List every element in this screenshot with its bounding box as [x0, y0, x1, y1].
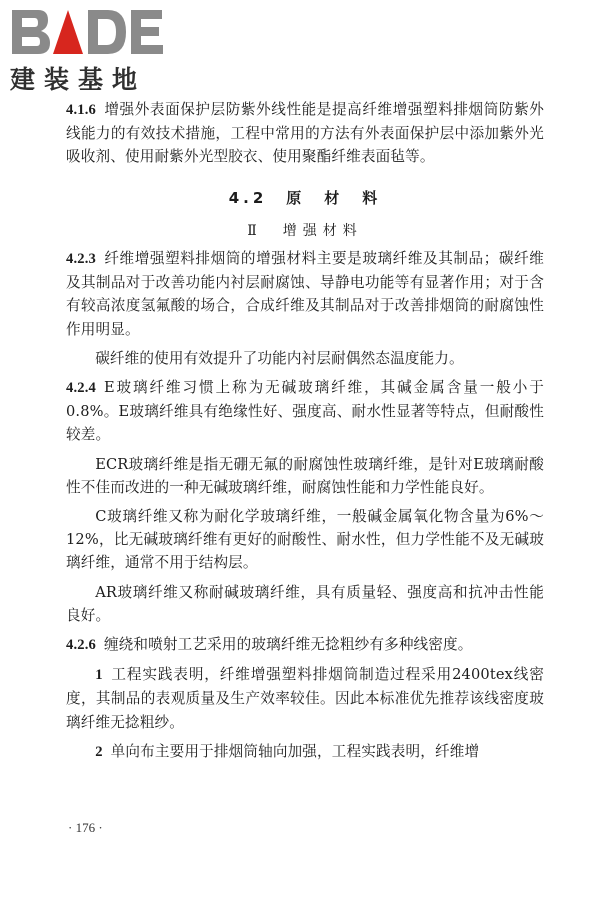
item-text: 工程实践表明，纤维增强塑料排烟筒制造过程采用2400tex线密度，其制品的表观质量及生产效率较佳。因此本标准优先推荐该线密度玻璃纤维无捻粗纱。 — [66, 666, 544, 731]
page-number: · 176 · — [68, 820, 103, 835]
bade-logo-mark — [10, 6, 180, 60]
bade-logo — [10, 6, 180, 94]
clause-4-2-4 — [66, 376, 544, 447]
list-item — [66, 663, 544, 734]
clause-number: 4.2.3 — [66, 251, 96, 268]
clause-text: 纤维增强塑料排烟筒的增强材料主要是玻璃纤维及其制品；碳纤维及其制品对于改善功能内衬层耐腐蚀、导静电功能等有显著作用；对于含有较高浓度氢氟酸的场合，合成纤维及其制品对于改善排烟筒的耐腐蚀性作用明显。 — [66, 250, 544, 338]
section-title: 4.2 原 材 料 — [228, 188, 382, 207]
subsection-title: Ⅱ 增强材料 — [247, 222, 363, 239]
clause-text: 缠绕和喷射工艺采用的玻璃纤维无捻粗纱有多种线密度。 — [103, 636, 473, 654]
item-text: 单向布主要用于排烟筒轴向加强，工程实践表明，纤维增 — [110, 742, 480, 760]
list-item — [66, 740, 544, 764]
clause-4-1-6 — [66, 98, 544, 169]
document-body — [66, 98, 544, 764]
paragraph: ECR玻璃纤维是指无硼无氟的耐腐蚀性玻璃纤维，是针对E玻璃耐酸性不佳而改进的一种无碱玻璃纤维，耐腐蚀性能和力学性能良好。 — [66, 455, 544, 496]
clause-text: 增强外表面保护层防紫外线性能是提高纤维增强塑料排烟筒防紫外线能力的有效技术措施，工程中常用的方法有外表面保护层中添加紫外光吸收剂、使用耐紫外光型胶衣、使用聚酯纤维表面毡等。 — [66, 101, 544, 166]
item-number: 1 — [95, 667, 103, 684]
paragraph: AR玻璃纤维又称耐碱玻璃纤维，具有质量轻、强度高和抗冲击性能良好。 — [66, 583, 544, 624]
paragraph: C玻璃纤维又称为耐化学玻璃纤维，一般碱金属氧化物含量为6%～12%，比无碱玻璃纤维有更好的耐酸性、耐水性，但力学性能不及无碱玻璃纤维，通常不用于结构层。 — [66, 508, 544, 572]
clause-4-2-6 — [66, 633, 544, 657]
clause-number: 4.1.6 — [66, 102, 96, 118]
paragraph: 碳纤维的使用有效提升了功能内衬层耐偶然态温度能力。 — [95, 349, 464, 367]
item-number: 2 — [95, 743, 103, 760]
clause-number: 4.2.4 — [66, 380, 96, 397]
clause-text: E玻璃纤维习惯上称为无碱玻璃纤维，其碱金属含量一般小于0.8%。E玻璃纤维具有绝缘性好、强度高、耐水性显著等特点，但耐酸性较差。 — [66, 379, 544, 444]
clause-4-2-3 — [66, 247, 544, 341]
clause-number: 4.2.6 — [66, 637, 96, 654]
logo-subtitle: 建装基地 — [10, 65, 147, 94]
